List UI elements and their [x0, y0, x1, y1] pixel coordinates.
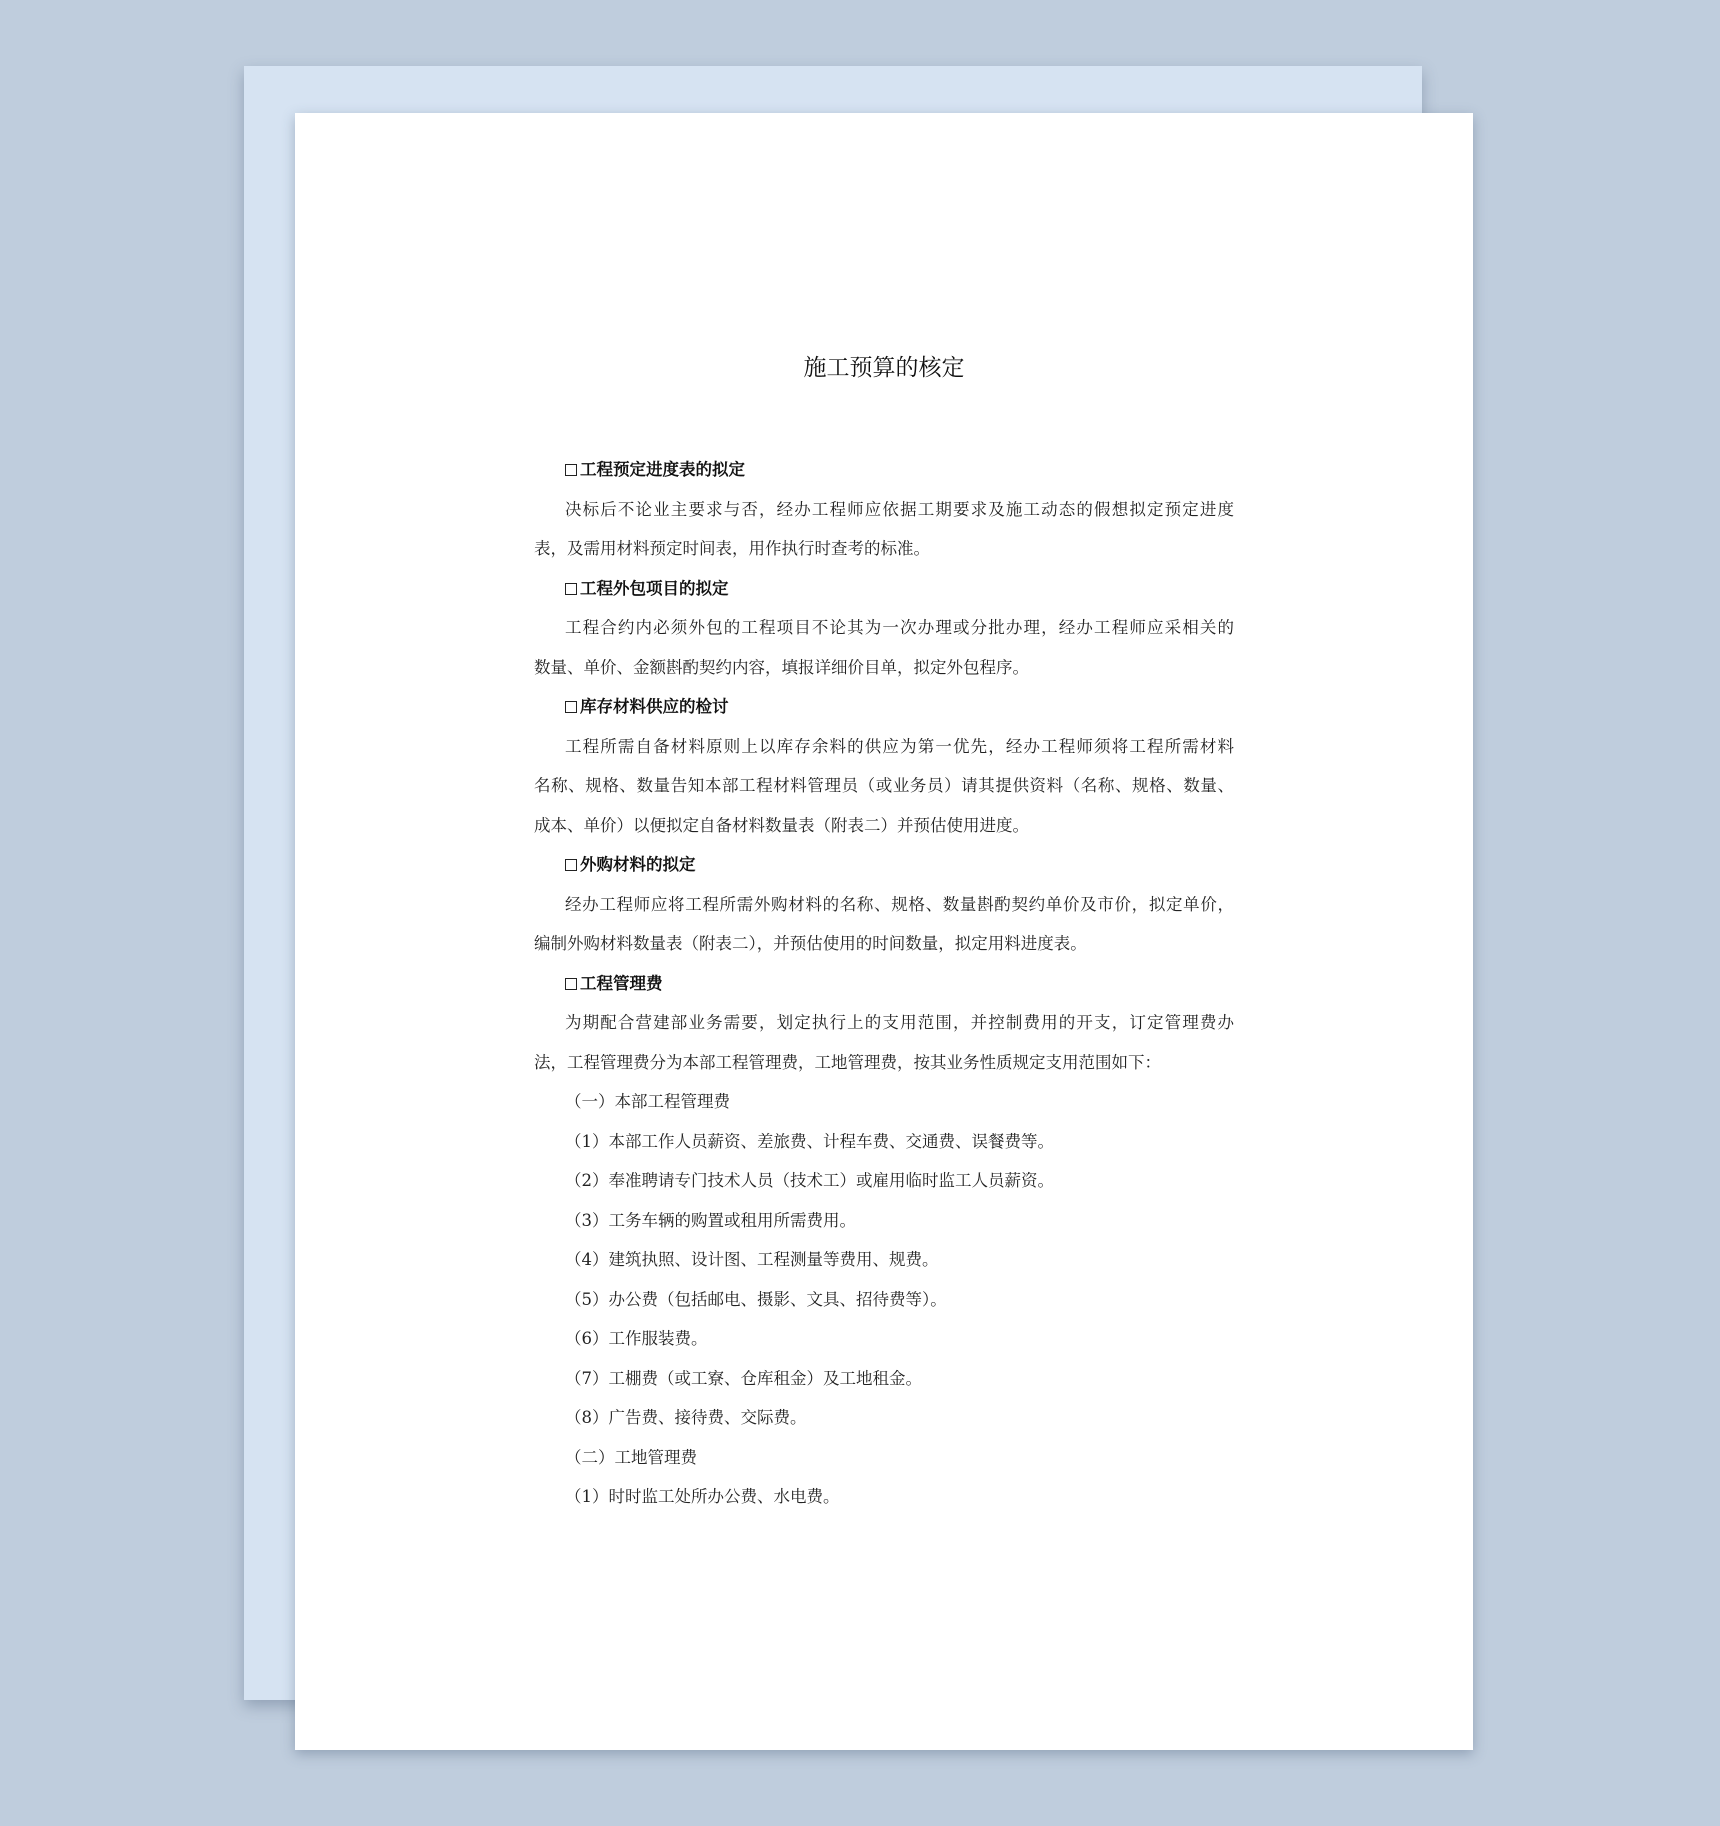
- section-heading-text: 库存材料供应的检讨: [580, 697, 729, 716]
- list-item-text: （4）建筑执照、设计图、工程测量等费用、规费。: [565, 1250, 939, 1269]
- list-item: [534, 1161, 1234, 1201]
- checkbox-square-icon: [565, 701, 577, 713]
- document-body: [534, 450, 1234, 1517]
- paragraph-text: 名称、规格、数量告知本部工程材料管理员（或业务员）请其提供资料（名称、规格、数量、: [534, 776, 1234, 795]
- paragraph-line: [534, 924, 1234, 964]
- paragraph-line: [534, 490, 1234, 530]
- section-heading: [534, 450, 1234, 490]
- section-heading: [534, 845, 1234, 885]
- section-heading-text: 工程预定进度表的拟定: [580, 460, 745, 479]
- paragraph-line: [534, 806, 1234, 846]
- paragraph-text: 决标后不论业主要求与否，经办工程师应依据工期要求及施工动态的假想拟定预定进度: [565, 499, 1234, 519]
- list-item: [534, 1398, 1234, 1438]
- section-heading: [534, 964, 1234, 1004]
- list-item-text: （8）广告费、接待费、交际费。: [565, 1408, 807, 1427]
- checkbox-square-icon: [565, 978, 577, 990]
- list-item-text: （5）办公费（包括邮电、摄影、文具、招待费等）。: [565, 1289, 947, 1309]
- list-item: [534, 1122, 1234, 1162]
- list-item-text: （6）工作服装费。: [565, 1329, 708, 1348]
- list-item: [534, 1319, 1234, 1359]
- section-heading: [534, 569, 1234, 609]
- paragraph-line: [534, 608, 1234, 648]
- paragraph-text: 表，及需用材料预定时间表，用作执行时查考的标准。: [534, 539, 930, 558]
- paragraph-line: [534, 1043, 1234, 1083]
- list-item-text: （3）工务车辆的购置或租用所需费用。: [565, 1210, 856, 1230]
- list-item-text: （一）本部工程管理费: [565, 1092, 730, 1111]
- list-item-text: （1）时时监工处所办公费、水电费。: [565, 1487, 840, 1506]
- list-item: [534, 1280, 1234, 1320]
- paragraph-text: 数量、单价、金额斟酌契约内容，填报详细价目单，拟定外包程序。: [534, 657, 1029, 677]
- checkbox-square-icon: [565, 583, 577, 595]
- list-item: [534, 1359, 1234, 1399]
- list-item: [534, 1082, 1234, 1122]
- list-item-text: （二）工地管理费: [565, 1447, 697, 1467]
- paragraph-line: [534, 766, 1234, 806]
- list-item: [534, 1201, 1234, 1241]
- section-heading-text: 外购材料的拟定: [580, 855, 696, 874]
- section-heading-text: 工程外包项目的拟定: [580, 578, 729, 598]
- front-paper-sheet: [295, 113, 1473, 1750]
- list-item-text: （7）工棚费（或工寮、仓库租金）及工地租金。: [565, 1368, 922, 1388]
- list-item: [534, 1438, 1234, 1478]
- paragraph-line: [534, 529, 1234, 569]
- list-item: [534, 1477, 1234, 1517]
- paragraph-line: [534, 885, 1234, 925]
- paragraph-text: 工程所需自备材料原则上以库存余料的供应为第一优先，经办工程师须将工程所需材料: [565, 736, 1234, 756]
- paragraph-text: 成本、单价）以便拟定自备材料数量表（附表二）并预估使用进度。: [534, 815, 1029, 835]
- paragraph-text: 法，工程管理费分为本部工程管理费，工地管理费，按其业务性质规定支用范围如下：: [534, 1052, 1161, 1072]
- document-title: 施工预算的核定: [803, 355, 965, 381]
- paragraph-line: [534, 648, 1234, 688]
- section-heading: [534, 687, 1234, 727]
- section-heading-text: 工程管理费: [580, 973, 663, 993]
- checkbox-square-icon: [565, 464, 577, 476]
- paragraph-text: 为期配合营建部业务需要，划定执行上的支用范围，并控制费用的开支，订定管理费办: [565, 1013, 1234, 1032]
- paragraph-line: [534, 1003, 1234, 1043]
- checkbox-square-icon: [565, 859, 577, 871]
- paragraph-text: 工程合约内必须外包的工程项目不论其为一次办理或分批办理，经办工程师应采相关的: [565, 618, 1234, 637]
- list-item: [534, 1240, 1234, 1280]
- paragraph-line: [534, 727, 1234, 767]
- paragraph-text: 经办工程师应将工程所需外购材料的名称、规格、数量斟酌契约单价及市价，拟定单价，: [565, 894, 1234, 914]
- list-item-text: （1）本部工作人员薪资、差旅费、计程车费、交通费、误餐费等。: [565, 1131, 1054, 1151]
- list-item-text: （2）奉准聘请专门技术人员（技术工）或雇用临时监工人员薪资。: [565, 1171, 1054, 1190]
- paragraph-text: 编制外购材料数量表（附表二），并预估使用的时间数量，拟定用料进度表。: [534, 934, 1087, 953]
